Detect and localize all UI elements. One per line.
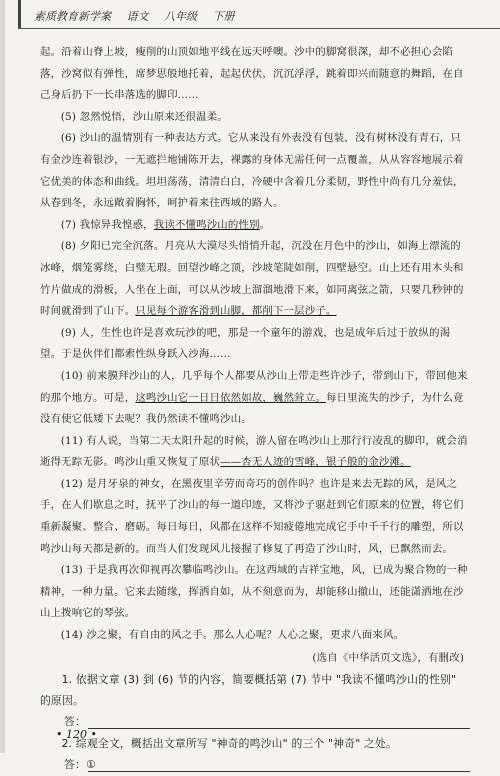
underlined-phrase: 这鸣沙山它一日日依然如故，巍然耸立。	[135, 391, 326, 404]
article-body	[40, 42, 470, 776]
paragraph-10: (10) 前来膜拜沙山的人，几乎每个人都要从沙山上带走些许沙子，带到山下，带回他来的那个地方。可是，这鸣沙山它一日日依然如故，巍然耸立。每日里流失的沙子，为什么竟没有使它低矮下去呢？我仍然读不懂鸣沙山。	[40, 369, 468, 426]
header-book-title: 素质教育新学案	[34, 10, 111, 23]
paragraph-4-continued: 起。沿着山脊上坡，瘦削的山顶如地平线在远天呼噢。沙中的脚窝很深，却不必担心会陷落，沙窝似有弹性，席梦思般地托着，起起伏伏，沉沉浮浮，跳着即兴而随意的舞蹈，在自己身后扔下一长串落选的脚印……	[40, 46, 464, 102]
header-subject: 语文	[126, 10, 149, 23]
page-binding-edge	[0, 0, 5, 753]
header-title	[34, 8, 247, 24]
paragraph-8: (8) 夕阳已完全沉落。月亮从大漠尽头悄悄升起，沉没在月色中的沙山，如海上漂流的冰峰，烟笼雾绕，白璧无瑕。回望沙峰之顶，沙坡笔陡如削，四壁悬空。山上还有用木头和竹片做成的滑板，人坐在上面，可以从沙坡上溜溜地滑下来，如同离弦之箭，只要几秒钟的时间就滑到了山下。只见每个游客滑到山脚，都削下一层沙子。	[40, 240, 464, 318]
answer-2-line[interactable]	[88, 771, 470, 772]
running-header	[18, 0, 500, 29]
answer-1-label: 答：	[64, 714, 86, 728]
header-grade: 八年级	[164, 10, 197, 23]
answer-1-line[interactable]	[88, 728, 470, 729]
paragraph-13: (13) 于是我再次仰视再次攀临鸣沙山。在这西域的吉祥宝地，风，已成为聚合物的一种精神，一种力量。它来去随缘，挥洒自如，从不刻意而为，却能移山撤山，还能潇洒地在沙山上拨响它的琴弦。	[40, 564, 468, 620]
paragraph-9: (9) 人，生性也许是喜欢玩沙的吧，那是一个童年的游戏，也是成年后过于放纵的渴望。于是伙伴们都索性纵身跃入沙海……	[40, 326, 451, 361]
paragraph-5: (5) 忽然悦悟，沙山原来还很温柔。	[60, 110, 228, 123]
page-number: • 120 •	[56, 728, 97, 741]
underlined-phrase: ——杏无人迹的雪峰，银子般的金沙滩。	[220, 456, 411, 469]
header-term: 下册	[212, 10, 235, 23]
answer-2-label: 答：①	[64, 757, 96, 771]
paragraph-11: (11) 有人说，当第二天太阳升起的时候，游人留在鸣沙山上那行行凌乱的脚印，就会消逝得无踪无影。鸣沙山重又恢复了原状——杏无人迹的雪峰，银子般的金沙滩。	[40, 434, 468, 469]
source-citation: (选自《中华活页文选》，有删改)	[312, 651, 464, 664]
header-bar-accent	[18, 0, 21, 28]
underlined-phrase: 我读不懂鸣沙山的性别	[153, 218, 260, 231]
paragraph-6: (6) 沙山的温情别有一种表达方式。它从来没有外表没有包装，没有树林没有青石，只有金沙连着银沙，一无遮拦地铺陈开去，裸露的身体无需任何一点覆盖，从从容容地展示着它优美的体态和曲线。坦坦荡荡，清清白白，冷硬中含着几分柔韧，野性中尚有几分羞怯，从春到冬，永远敞着胸怀，呵护着来往西域的路人。	[40, 132, 464, 210]
paragraph-14: (14) 沙之聚，有自由的风之手。那么人心呢？人心之聚，更求八面来风。	[60, 629, 405, 642]
answer-1-row[interactable]	[40, 711, 470, 733]
paragraph-12: (12) 是月牙泉的神女，在黑夜里辛劳而奇巧的创作吗？也许是来去无踪的风，是风之手，在人们歇息之时，抚平了沙山的每一道印迹，又将沙子驱赶到它们原来的位置，将它们重新凝聚、整合、磨砺。每日每日，风都在这样不知疲倦地完成它手中千千行的雕塑，所以鸣沙山每天都是新的。而当人们发现风儿接握了修复了再造了沙山时，风，已飘然而去。	[40, 477, 464, 555]
question-1: 1. 依据文章 (3) 到 (6) 节的内容，简要概括第 (7) 节中 "我读不懂鸣沙山的性别" 的原因。	[40, 672, 457, 707]
underlined-phrase: 只见每个游客滑到山脚，都削下一层沙子。	[135, 305, 337, 318]
answer-2-row[interactable]	[40, 754, 470, 776]
paragraph-7: (7) 我惊异我惶惑，我读不懂鸣沙山的性别。	[60, 218, 271, 231]
question-2: 2. 综观全文，概括出文章所写 "神奇的鸣沙山" 的三个 "神奇" 之处。	[61, 736, 398, 750]
